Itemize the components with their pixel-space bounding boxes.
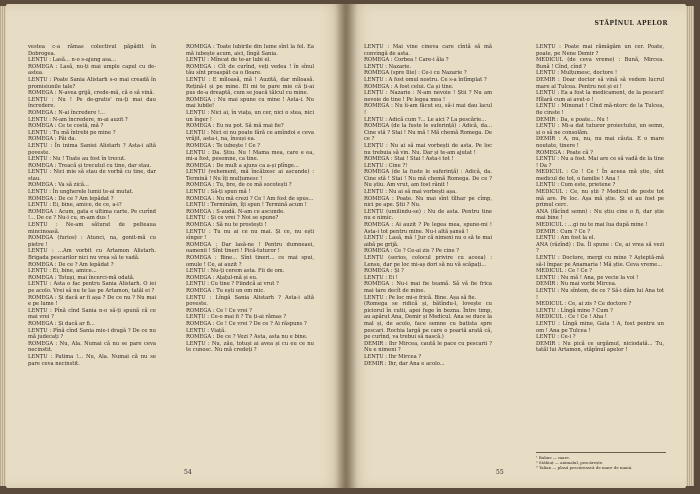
script-line: LENȚU : Nu ai să mai vorbești așa. xyxy=(364,189,457,196)
script-line: ROMEGA : Ce ? Ce-ai zis ? Pe cine ? xyxy=(364,248,460,255)
script-line: ROMEGA : Totuși, mai încerci-mă odată. xyxy=(28,274,135,281)
script-line: LENȚU : Cu tine ? Fiindcă ai vrut ? xyxy=(186,281,279,288)
script-line: LENȚU : Ce-i ? xyxy=(536,334,576,341)
script-line: LENȚU : În inima Saniei Alistarh ? Asta-i altă poveste. xyxy=(28,142,156,156)
script-line: ROMEGA : Stai ! Stai ! Asta-i tot ! xyxy=(364,156,454,163)
script-line: LENȚU : Nu a fost. Mai are ce să vadă de la tine ! Da ? xyxy=(536,156,664,169)
left-page-number: 54 xyxy=(184,469,192,476)
script-line: LENȚU : Nazarie : N-am nevoie ! Știi ? Nu am nevoie de tine ! Pe legea mea ! xyxy=(364,90,492,103)
script-line: LENȚU : Mai vine cineva care cîntă să mă convingă de asta. xyxy=(364,44,492,57)
script-line: ROMEGA : Bine... Sînt tineri... ce mai spui, omule ! Ce, ai auzit ? xyxy=(186,255,314,268)
script-line: LENȚU : Mulțumesc, doctore ! xyxy=(536,70,618,77)
script-line: LENȚU : Poate mai rămăgăm un cer. Poate, poate, pe Nene Demir ? xyxy=(536,44,664,57)
script-line: LENȚU : Cum este, prietene ? xyxy=(536,182,616,189)
script-line: LENȚU : Tu mă întrebi pe mine ? xyxy=(28,129,116,136)
script-line: ROMEGA : De ce ? Vezi ? Asta, asta nu e bine. xyxy=(186,334,308,341)
script-line: ROMEGA : Și ? xyxy=(364,268,404,275)
script-line: ROMEGA : De ce ? Am lepădat ? xyxy=(28,261,114,268)
script-line: ROMEGA : Tu, bre, de ce mă socotești ? xyxy=(186,182,292,189)
script-line: LENȚU : Nici mie să stau de vorbă cu tine, dar stau. xyxy=(28,169,156,182)
left-page-column-2 xyxy=(186,44,314,354)
script-line: ROMEGA : Lasă, nu-ți mai umple capul cu de-astea. xyxy=(28,63,156,77)
script-line: ANA (făcînd semn) : Nu știu cine o fi, dar știe mai bine ! xyxy=(536,208,664,222)
script-line: vestea c-a rămas colectivul păpădit în Dobrogea. xyxy=(28,44,156,57)
script-line: ROMEGA : Nu, Ala. Numai că nu se pare ceva necinstit. xyxy=(28,340,156,354)
script-line: ROMEGA : Te iubește ! Ce ? xyxy=(186,142,261,149)
script-line: DEMIR : Ihr, dar Ana e acolo... xyxy=(364,360,445,367)
script-line: ROMEGA : S-audă. N-am ce ascunde. xyxy=(186,208,285,215)
script-line: LENȚU : Pînă cînd Sania n-o să-ți spună că ce mai vrei ? xyxy=(28,307,156,321)
script-line: LENȚU : Lasă... n-o s-ajung asa... xyxy=(28,57,116,64)
script-line: LENȚU : ...Am vorbit cu Artamon Alistarh. Brigada pescarilor nici nu vrea să te vadă. xyxy=(28,248,156,261)
script-line: ROMEGA : Și dacă ar fi... xyxy=(28,320,95,327)
script-line: DEMIR : Da, e poate... Nu ! xyxy=(536,116,609,123)
script-line: LENȚU : Nu sîntem, de ce ? Să-i dăm lui Ana tot ! xyxy=(536,287,664,301)
script-line: LENȚU : Cine ?! xyxy=(364,162,408,169)
script-line: ROMEGA : Cît de curînd, veți vedea ! în sînul tău sînt proaspăt ca o floare. xyxy=(186,63,314,77)
script-line: ROMEGA : N-avea grijă, crede-mă, că o să vină. xyxy=(28,90,155,97)
script-line: ROMEGA : Acum, gata e ultima carte. Pe curînd !... De ce ? Nu-i cu, m-am dus ! xyxy=(28,208,156,222)
script-line: LENȚU : Da. Știu. Nu ! Mama mea, care e ea, mi-a fost, pesemne, ca tine. xyxy=(186,149,314,163)
script-line: LENȚU : Și ce vrei ? Noi se spune? xyxy=(186,215,279,222)
script-line: LENȚU : Pe loc mi-e frică. Bine. Așa să fie. xyxy=(364,294,477,301)
script-line: LENȚU : Nazarie. xyxy=(364,63,411,70)
right-page xyxy=(346,4,686,488)
script-line: ROMEGA : Corbea ! Care-i ăla ? xyxy=(364,57,449,64)
script-line: LENȚU (vehement, mă încălzesc ai ascunde) : Termină ! Nu îți mulțumesc ! xyxy=(186,169,314,182)
script-line: LENȚU : Nu mă ! Ana, pe vecie la voi ! xyxy=(536,274,639,281)
right-page-column-1 xyxy=(364,44,492,367)
footnote: ² Stăbiuț — animalul, pescărește. xyxy=(536,460,604,465)
script-line: MEDICUL : Ce, nu știi ? Medicul de peste tot mă are. Pe loc. Așa mă știe. Și ei au fost pe primul cerc. xyxy=(536,189,664,209)
script-line: DEMIR : Doar doctor să vină să vedem lucrul mare al Tulcea. Pentru noi și ei ! xyxy=(536,76,664,90)
script-line: LENȚU : În ungherele lumii te-ai mutat. xyxy=(28,189,134,196)
script-line: DEMIR : Nu pică ce urgămul, niciodată... Tu, tatăl lui Artamon, stăpînul apelor ! xyxy=(536,340,664,354)
script-line: ROMEGA : Dar lasă-ne ! Pentru dumneaei, oamenii ! Sînt tineri ! Pică-tuturor ! xyxy=(186,241,314,255)
script-line: ROMEGA : Și dacă ar fi așa ? De ce nu ? Nu mai e pe lume ! xyxy=(28,294,156,308)
script-line: ROMEGA : Nu mai spune cu mine ! Asta-i. Nu mai lubile! xyxy=(186,96,314,110)
script-line: MEDICUL : Ce ! Ce ! Aha ! xyxy=(536,314,607,321)
script-line: ROMEGA : De ce ? Am lepădat ? xyxy=(28,195,114,202)
script-line: (Romega se ridică și, bătîndu-l, lovește cu piciorul în cutii, apoi fuge în bezna. Între timp, au apărut Ana, Demir și Medicul. Ana se duce la mal și, de acolo, face semne cu batista spre pescari. Rochia largă pe care o poartă arată că, pe curînd, va trebui să nască.) xyxy=(364,301,492,341)
script-line: MEDICUL (de ceva vreme) : Bună, Mircea. Bună ! Cînd, cînd ? xyxy=(536,57,664,70)
script-line: ROMEGA : A fost celui. Ca și tine. xyxy=(364,83,454,90)
script-line: ANA (râzînd) : Da. Îl spune : Ce, ai vrea să vezi ? xyxy=(536,241,664,255)
script-line: LENȚU : Ce-o mai fi ? Tu ți-ai rămas ? xyxy=(186,314,287,321)
script-line: ROMEGA : De mult a ajuns ca a-și plînge... xyxy=(186,162,299,169)
script-line: ROMEGA (de la fuste le suferință) : Adică, da. Cine stă ! Stai ! Nu mă chemă Romega. De ce ? Nu știu. Am vrut, am fost rănit ! xyxy=(364,169,492,189)
script-line: ROMEGA : Nu mă crezi ? Ce ! Am fost de spus... xyxy=(186,195,314,202)
script-line: LENȚU : Mi-a dat tuturor proiectului, un semn, și o să ne consolăm. xyxy=(536,123,664,136)
script-line: LENȚU : Nici ei nu poate fără ce amîndoi e ceva vrăjit, asta-i, na, însuși ea. xyxy=(186,129,314,143)
script-line: MEDICUL : ...gi nu te mai lua după mine ! xyxy=(536,222,648,229)
script-line: LENȚU : Ei, bine, amice, de ce, a-i? xyxy=(28,202,122,209)
script-line: ROMEGA : Ce ! Ce vrei ? xyxy=(186,307,252,314)
script-line: LENȚU : Ei ! xyxy=(364,274,398,281)
script-line: LENȚU : Să-ți spun mă ! xyxy=(186,189,251,196)
script-line: LENȚU (serios, colocul privire cu aceea) : Lensu, dar pe loc mi-aș dori să nu vă scăpați... xyxy=(364,255,492,268)
script-line: ROMEGA : Ce ! Ce vrei ? De ce ? Ai răspuns ? xyxy=(186,320,307,327)
script-line: ROMEGA : Păi da. xyxy=(28,136,77,143)
script-line: LENȚU : Nu-ți cerem asta. Fii de om. xyxy=(186,268,285,275)
script-line: LENȚU : Tu nu ai ce nu mai. Și ce, nu ești sînger ! xyxy=(186,228,314,242)
script-line: LENȚU : Lîngă mine, Gata ! A, fost pentru un om ! Ana pe Tulcea ! xyxy=(536,320,664,334)
script-line: LENȚU : Lîngă Sania Alistarh ? Asta-i altă poveste. xyxy=(186,294,314,308)
script-line: MEDICUL : Ce ! Ce ! În aceea mă știe, sînt medicul de tot, o familie ! Ana ! xyxy=(536,169,664,182)
script-line: LENȚU : Am fost la el. xyxy=(536,235,596,242)
script-line: LENȚU : Ea a fost la medicament, de la pescari! Hîlară cum ai avut-o ! xyxy=(536,90,664,103)
script-line: ROMEGA : N-ai încredere !... xyxy=(28,109,105,116)
script-line: ROMEGA : Nu-i mai fie teamă. Să vă fie frica mai tare decît de mine. xyxy=(364,281,492,294)
script-line: LENȚU : Lasă, mă ! Jur că nimeni nu o să te mai aibă pe grijă. xyxy=(364,235,492,248)
left-page-column-1 xyxy=(28,44,156,367)
script-line: LENȚU : Adică cum ?... Le aici ? La pescărie... xyxy=(364,116,487,123)
script-line: ROMEGA : Ce te costă, mă ? xyxy=(28,123,104,130)
script-line: DEMIR : Cum ? Ce ? xyxy=(536,228,591,235)
script-line: LENȚU : Nu ai să mai vorbești de asta. Pe loc nu trebuia să vin. Nu. Dar și te-am ajutat ! xyxy=(364,142,492,156)
script-line: ROMEGA : Ațațul-mă și eu. xyxy=(186,274,258,281)
script-line: LENȚU : Ne-am săturat de pelteaua mincinoasă. xyxy=(28,222,156,235)
script-line: LENȚU : Asta o fac pentru Sania Alistarh. O iei pe acolo. Vrei să nu te las pe Artamon, tatăl ei ? xyxy=(28,281,156,294)
right-page-column-2 xyxy=(536,44,664,354)
script-line: DEMIR : Nu mai vorbi Mircea. xyxy=(536,281,617,288)
script-line: LENȚU : Lîngă mine ? Cum ? xyxy=(536,307,613,314)
script-line: LENȚU : Nu, zău, totuși ai avea și cu eu ce nu te cunosc. Nu mă credeți ? xyxy=(186,340,314,354)
footnote: ¹ Bahne — mare. xyxy=(536,455,570,460)
script-line: LENȚU : Minunat ! Cînd mă-ntorc de la Tulcea, fie cinste ! xyxy=(536,103,664,116)
script-line: LENȚU : Ei, bine, amice... xyxy=(28,268,97,275)
script-line: ROMEGA : Poate. Nu mai sînt tîlhar pe cîmp, nici pe ape. Știi ? Nu. xyxy=(364,195,492,209)
script-line: ROMEGA : Va să zică... xyxy=(28,182,89,189)
script-line: LENȚU : Mîncat de te-ar lubi el. xyxy=(186,57,271,64)
right-page-running-header: STĂPÎNUL APELOR xyxy=(594,20,668,27)
script-line: LENȚU (umilindu-se) : Nu de asta. Pentru tine nu e nimic. xyxy=(364,208,492,222)
script-line: LENȚU : Viață. xyxy=(186,327,226,334)
script-line: ROMEGA : Ai auzit ? Pe legea mea, spune-mi ! Asta-i tot pentru mine. Nu-i altă șansă ! xyxy=(364,222,492,235)
script-line: ROMEGA : Nu îi-am făcut eu, să-i mai dau lacul ! xyxy=(364,103,492,116)
script-line: ROMEGA (de la fuste le suferință) : Adică, da... Cine stă ? Stai ! Nu mă ! Mă chemă Romega. De ce ? xyxy=(364,123,492,143)
script-line: ROMEGA : Tu ești un om mic. xyxy=(186,287,265,294)
script-line: ROMEGA : Poate că ? xyxy=(536,149,593,156)
script-line: LENȚU : Doctore, mergi cu mine ? Așteptă-mă să-l împac pe Anamaria ! Mă știe. Ceva vreme... xyxy=(536,255,664,268)
script-line: LENȚU : N-am încredere, m-ai auzit ? xyxy=(28,116,128,123)
script-line: LENȚU : Ihr Mircea ? xyxy=(364,353,422,360)
script-line: ROMEGA : Eu nu pot. Să mă mai fie? xyxy=(186,123,284,130)
script-line: ROMEGA : Să nu te prostești ! xyxy=(186,222,267,229)
script-line: LENȚU : Terminăm, îți spun ! Termină acum ! xyxy=(186,202,307,209)
script-line: ROMEGA : Treacă și trecutul cu tine, dar stau. xyxy=(28,162,152,169)
script-line: ROMEGA : Toate lubirile din lume sînt la fel. Ea mă iubește acum, aici, lîngă Sania. xyxy=(186,44,314,57)
script-line: ROMEGA (spre Ilie) : Ce-i cu Nazarie ? xyxy=(364,70,467,77)
script-line: LENȚU : Nici ai, în viața, un cer, nici o stea, nici un înger ! xyxy=(186,109,314,123)
script-line: ROMEGA (furios) : Atunci, na, gonit-mă cu pietre ! xyxy=(28,235,156,248)
left-page xyxy=(6,4,346,488)
script-line: MEDICUL : Ce ! Ce ? xyxy=(536,268,593,275)
script-line: LENȚU : E mîloasă, mă ! Auzită, dar mîloasă. Rețină-l și pe mine. El mi te pare mie că ți-ai pus de-a dreaptă, cum se joacă tălcul cu mine. xyxy=(186,76,314,97)
script-line: LENȚU : Nu ! Pe de-gratis' nu-ți mai dau încredere. xyxy=(28,96,156,110)
footnotes xyxy=(536,452,666,470)
script-line: DEMIR : A, nu, nu, nu mai căuta. E o mare noutate, tinere ! xyxy=(536,136,664,149)
script-line: LENȚU : Pînă cînd Sania mie-i dragă ? De ce nu mă judecați ? xyxy=(28,327,156,341)
script-line: LENȚU : A fost omul nostru. Ce s-a întîmplat ? xyxy=(364,76,487,83)
right-page-number: 55 xyxy=(496,469,504,476)
script-line: MEDICUL : Ce, ai zis ? Ce doctore ? xyxy=(536,301,632,308)
script-line: LENȚU : Patima !... Nu, Ala. Numai că nu se pare ceva necinstit. xyxy=(28,353,156,367)
script-line: DEMIR : Ihr Mircea, caută le pace cu pescarii ? Nu e nimeni ? xyxy=(364,340,492,354)
script-line: LENȚU : Poate Sania Alistarh s-o mai creadă în promisiunile tale? xyxy=(28,76,156,90)
script-line: LENȚU : Nu ! Toate au fost în trecut. xyxy=(28,156,126,163)
footnote: ³ Talian — plasă pescărească de mare de mană. xyxy=(536,465,633,470)
right-page-edges xyxy=(686,6,694,486)
